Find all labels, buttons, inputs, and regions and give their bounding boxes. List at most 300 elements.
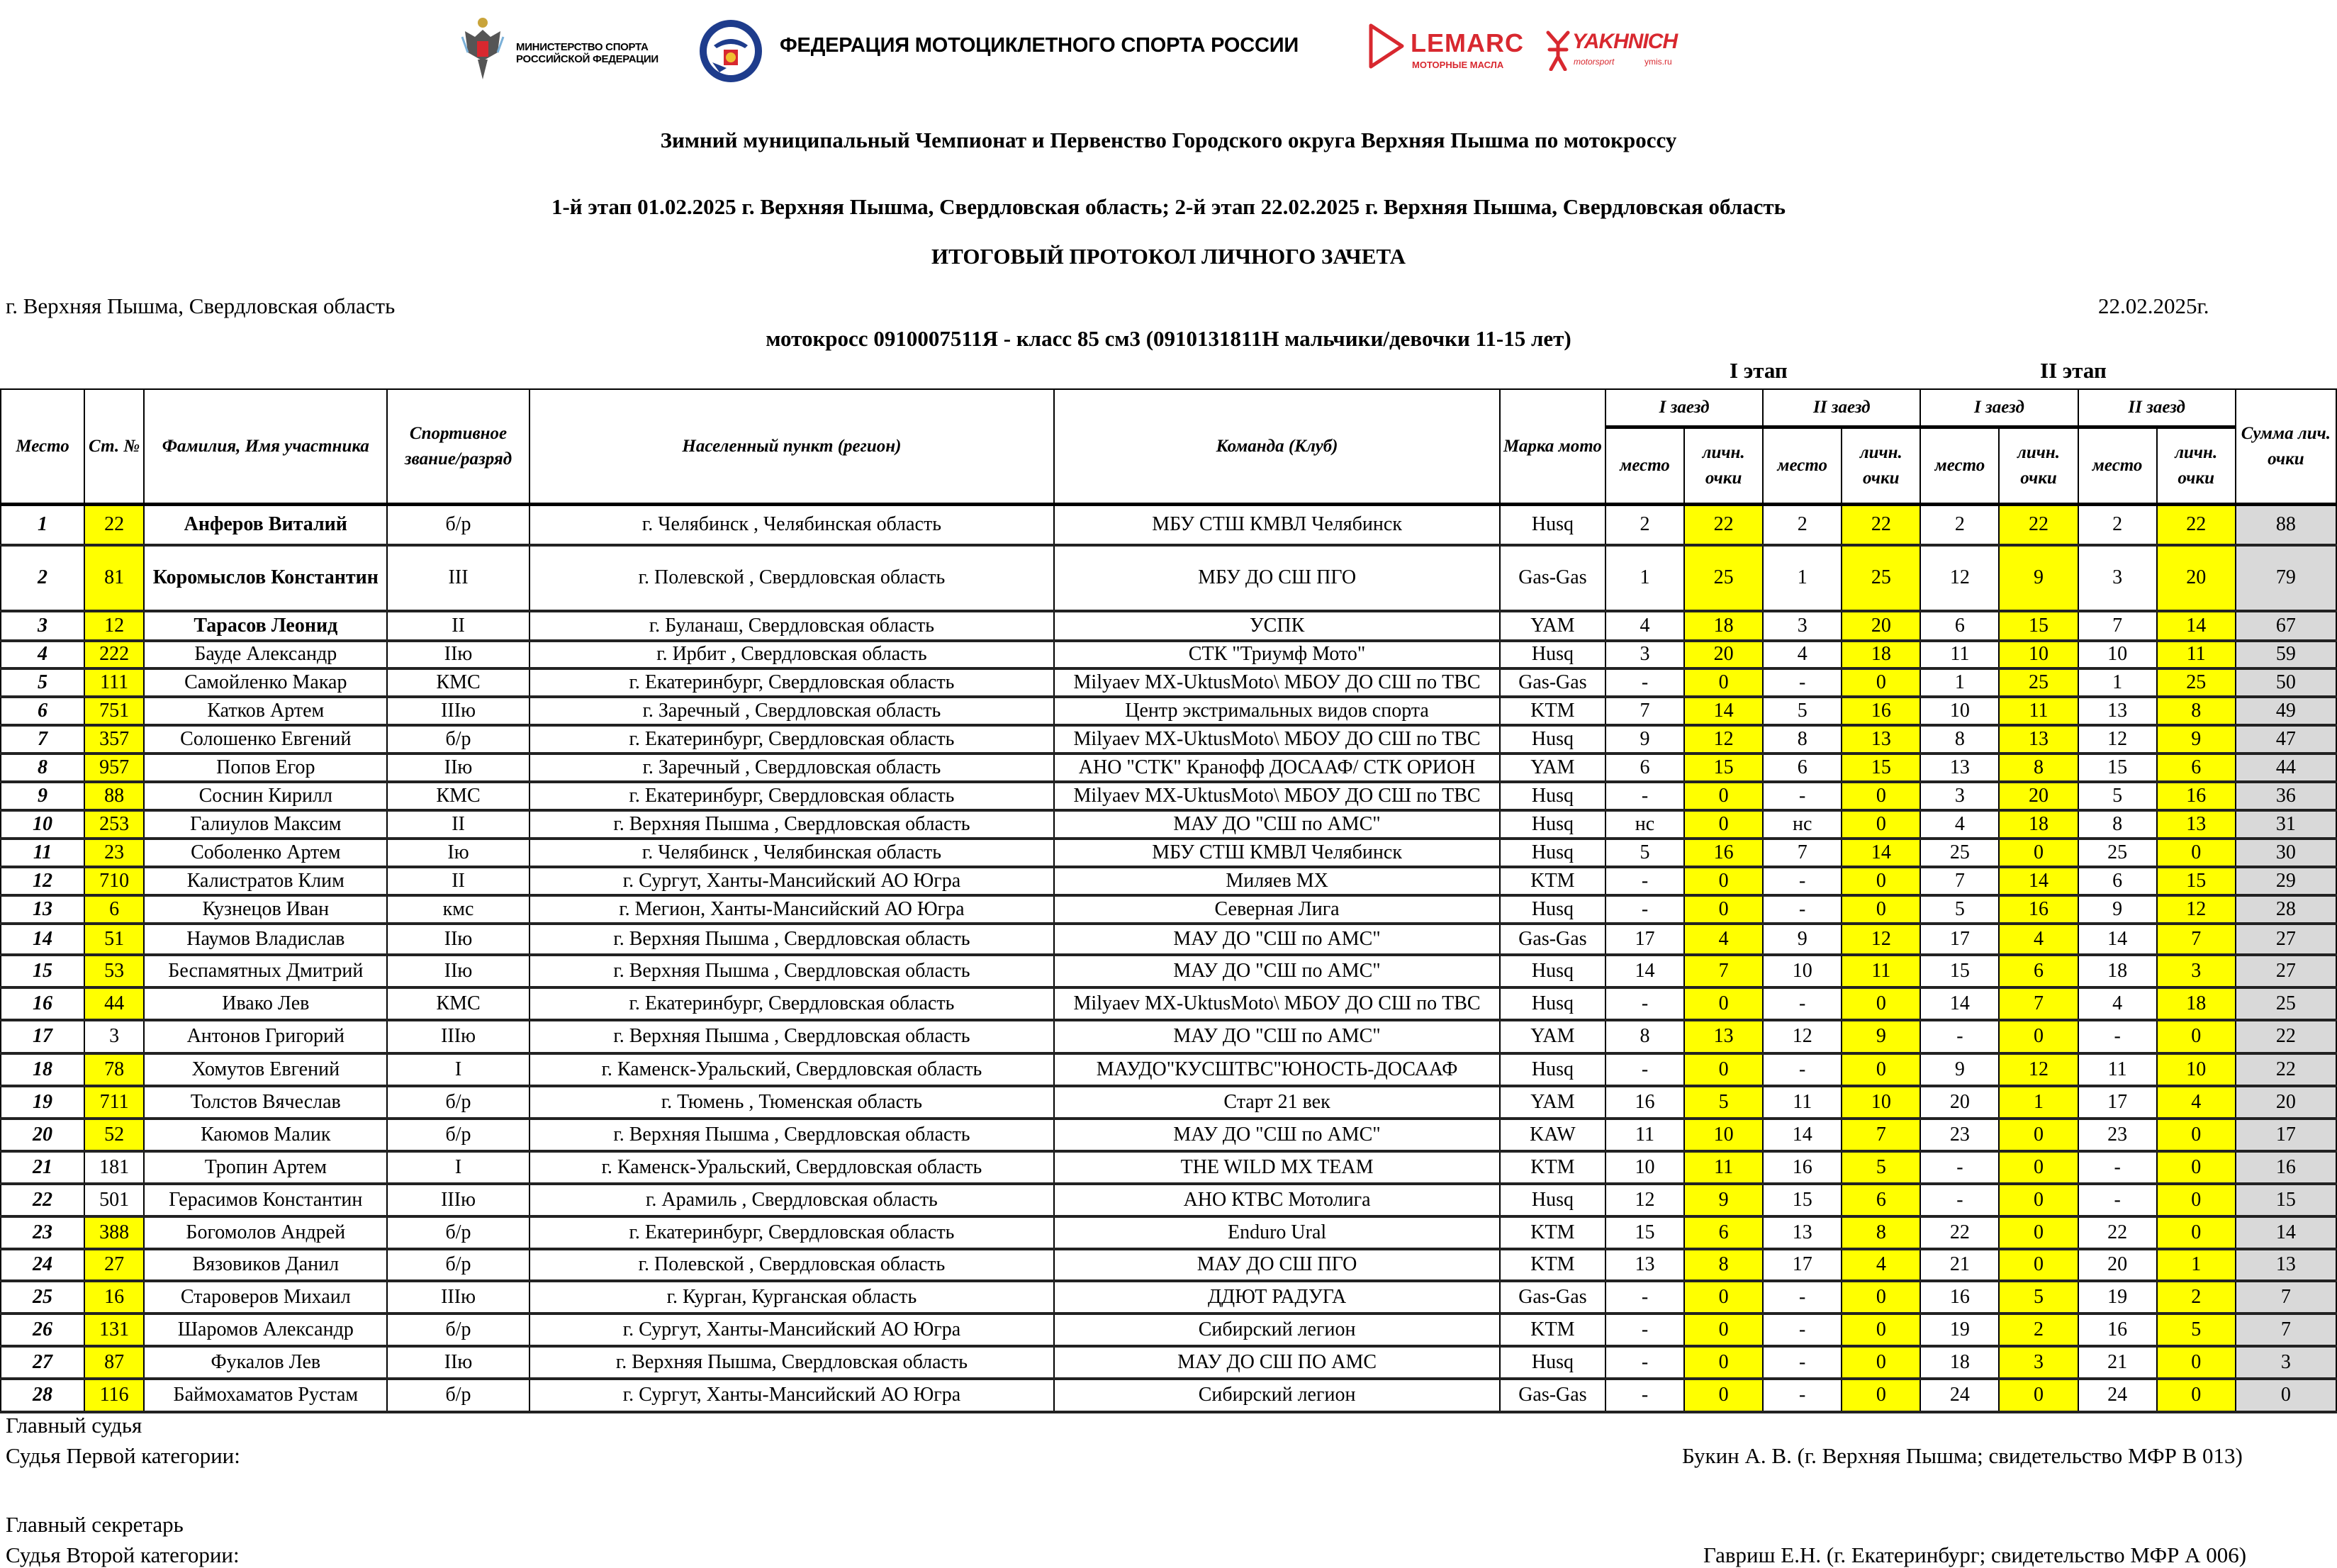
table-row (1, 924, 2336, 955)
cell-city: г. Челябинск , Челябинская область (529, 839, 1055, 867)
cell-start-number: 22 (84, 505, 144, 545)
sponsor-logos (461, 13, 1708, 84)
cell-stage2-race1-points: 4 (1999, 924, 2078, 955)
cell-place: 21 (1, 1151, 84, 1184)
cell-start-number: 181 (84, 1151, 144, 1184)
cell-stage1-race2-place: 2 (1763, 505, 1842, 545)
cell-name: Наумов Владислав (144, 924, 387, 955)
cell-stage2-race1-points: 11 (1999, 697, 2078, 725)
lemarc-logo (1368, 23, 1524, 79)
cell-name: Анферов Виталий (144, 505, 387, 545)
cell-stage2-race1-points: 3 (1999, 1346, 2078, 1379)
yakhnich-subtitle: motorsport (1574, 57, 1615, 67)
cell-team: ДДЮТ РАДУГА (1054, 1281, 1500, 1314)
cell-city: г. Екатеринбург, Свердловская область (529, 782, 1055, 810)
cell-place: 8 (1, 754, 84, 782)
cell-team: СТК "Триумф Мото" (1054, 641, 1500, 668)
cell-stage1-race1-place: - (1605, 668, 1684, 697)
cell-stage2-race1-points: 0 (1999, 1184, 2078, 1216)
cell-stage1-race2-place: 5 (1763, 697, 1842, 725)
yakhnich-logo (1545, 28, 1687, 78)
cell-stage2-race2-points: 18 (2157, 987, 2236, 1020)
cell-stage2-race1-place: 13 (1920, 754, 1999, 782)
table-row (1, 697, 2336, 725)
cell-stage2-race1-points: 0 (1999, 1151, 2078, 1184)
cell-stage2-race1-points: 22 (1999, 505, 2078, 545)
cell-place: 12 (1, 867, 84, 895)
cell-rank: I (387, 1053, 529, 1086)
cell-moto: Gas-Gas (1500, 668, 1605, 697)
cell-total-points: 47 (2236, 725, 2336, 754)
cell-rank: IIIю (387, 1020, 529, 1053)
cell-rank: б/р (387, 505, 529, 545)
cell-stage2-race1-points: 18 (1999, 810, 2078, 839)
cell-stage2-race2-points: 22 (2157, 505, 2236, 545)
cell-stage1-race1-place: 11 (1605, 1119, 1684, 1151)
cell-stage1-race1-place: 1 (1605, 545, 1684, 611)
cell-stage2-race2-points: 1 (2157, 1249, 2236, 1281)
cell-name: Каюмов Малик (144, 1119, 387, 1151)
cell-stage2-race1-place: 1 (1920, 668, 1999, 697)
cell-city: г. Верхняя Пышма , Свердловская область (529, 1119, 1055, 1151)
cell-rank: б/р (387, 1119, 529, 1151)
cell-stage1-race2-place: 15 (1763, 1184, 1842, 1216)
cell-total-points: 79 (2236, 545, 2336, 611)
cell-team: МБУ СТШ КМВЛ Челябинск (1054, 505, 1500, 545)
cell-stage1-race1-points: 0 (1684, 782, 1763, 810)
cell-stage1-race1-points: 7 (1684, 955, 1763, 987)
cell-stage2-race1-points: 0 (1999, 1020, 2078, 1053)
cell-stage1-race1-points: 9 (1684, 1184, 1763, 1216)
cell-stage1-race1-points: 18 (1684, 611, 1763, 641)
cell-stage1-race2-points: 16 (1842, 697, 1920, 725)
cell-rank: II (387, 611, 529, 641)
cell-moto: Husq (1500, 810, 1605, 839)
cell-total-points: 13 (2236, 1249, 2336, 1281)
cell-stage2-race1-place: 21 (1920, 1249, 1999, 1281)
cell-total-points: 3 (2236, 1346, 2336, 1379)
table-row (1, 1281, 2336, 1314)
cell-stage2-race2-place: 7 (2078, 611, 2157, 641)
cell-city: г. Полевской , Свердловская область (529, 545, 1055, 611)
cell-total-points: 25 (2236, 987, 2336, 1020)
cell-start-number: 27 (84, 1249, 144, 1281)
cell-stage1-race2-points: 0 (1842, 810, 1920, 839)
cell-stage2-race2-place: 14 (2078, 924, 2157, 955)
cell-stage2-race1-place: 3 (1920, 782, 1999, 810)
cell-team: Миляев МХ (1054, 867, 1500, 895)
col-header-race-points: личн. очки (1842, 427, 1920, 505)
table-row (1, 1151, 2336, 1184)
cell-moto: KTM (1500, 1249, 1605, 1281)
cell-stage1-race2-place: 12 (1763, 1020, 1842, 1053)
cell-stage1-race1-place: 4 (1605, 611, 1684, 641)
chief-judge-name: Букин А. В. (г. Верхняя Пышма; свидетельство МФР В 013) (1682, 1443, 2243, 1468)
cell-stage2-race2-place: 12 (2078, 725, 2157, 754)
cell-place: 10 (1, 810, 84, 839)
cell-stage2-race1-place: - (1920, 1184, 1999, 1216)
col-header-race-points: личн. очки (1999, 427, 2078, 505)
cell-total-points: 20 (2236, 1086, 2336, 1119)
cell-total-points: 49 (2236, 697, 2336, 725)
cell-name: Герасимов Константин (144, 1184, 387, 1216)
cell-stage1-race1-place: 13 (1605, 1249, 1684, 1281)
cell-city: г. Арамиль , Свердловская область (529, 1184, 1055, 1216)
cell-place: 7 (1, 725, 84, 754)
cell-stage2-race2-place: 8 (2078, 810, 2157, 839)
cell-stage1-race2-place: - (1763, 782, 1842, 810)
cell-stage1-race2-points: 0 (1842, 782, 1920, 810)
cell-stage1-race1-place: - (1605, 1314, 1684, 1346)
cell-rank: I (387, 1151, 529, 1184)
cell-start-number: 52 (84, 1119, 144, 1151)
cell-start-number: 87 (84, 1346, 144, 1379)
cell-moto: KTM (1500, 867, 1605, 895)
cell-stage1-race2-place: 14 (1763, 1119, 1842, 1151)
cell-place: 11 (1, 839, 84, 867)
cell-stage1-race2-points: 0 (1842, 1281, 1920, 1314)
chief-judge-category: Судья Первой категории: (6, 1443, 240, 1468)
cell-start-number: 222 (84, 641, 144, 668)
col-header-race-points: личн. очки (2157, 427, 2236, 505)
cell-place: 5 (1, 668, 84, 697)
cell-stage1-race1-points: 5 (1684, 1086, 1763, 1119)
col-header-stage2-race1: I заезд (1920, 389, 2078, 427)
cell-stage1-race2-place: 8 (1763, 725, 1842, 754)
cell-place: 3 (1, 611, 84, 641)
cell-stage1-race1-points: 12 (1684, 725, 1763, 754)
col-header-city: Населенный пункт (регион) (529, 389, 1055, 505)
cell-stage1-race1-place: 17 (1605, 924, 1684, 955)
cell-stage1-race1-points: 8 (1684, 1249, 1763, 1281)
cell-rank: II (387, 810, 529, 839)
col-header-rank: Спортивное звание/разряд (387, 389, 529, 505)
cell-stage2-race1-points: 1 (1999, 1086, 2078, 1119)
cell-total-points: 31 (2236, 810, 2336, 839)
cell-rank: б/р (387, 1379, 529, 1412)
col-header-stage2-race2: II заезд (2078, 389, 2236, 427)
cell-start-number: 357 (84, 725, 144, 754)
cell-team: МАУ ДО "СШ по АМС" (1054, 1020, 1500, 1053)
cell-stage2-race2-points: 0 (2157, 839, 2236, 867)
col-header-moto: Марка мото (1500, 389, 1605, 505)
table-row (1, 725, 2336, 754)
cell-stage2-race2-place: 13 (2078, 697, 2157, 725)
cell-name: Самойленко Макар (144, 668, 387, 697)
cell-stage1-race1-place: 9 (1605, 725, 1684, 754)
cell-stage2-race1-points: 9 (1999, 545, 2078, 611)
cell-stage1-race2-points: 14 (1842, 839, 1920, 867)
cell-total-points: 17 (2236, 1119, 2336, 1151)
cell-rank: кмс (387, 895, 529, 924)
cell-place: 1 (1, 505, 84, 545)
cell-stage1-race2-points: 4 (1842, 1249, 1920, 1281)
col-header-stage1-race1: I заезд (1605, 389, 1763, 427)
cell-stage1-race1-place: 7 (1605, 697, 1684, 725)
table-row (1, 1249, 2336, 1281)
cell-stage1-race2-place: 6 (1763, 754, 1842, 782)
cell-moto: KAW (1500, 1119, 1605, 1151)
cell-stage2-race2-points: 0 (2157, 1151, 2236, 1184)
cell-stage2-race2-points: 0 (2157, 1346, 2236, 1379)
cell-stage1-race1-points: 0 (1684, 810, 1763, 839)
col-header-start-number: Ст. № (84, 389, 144, 505)
cell-stage1-race1-place: 6 (1605, 754, 1684, 782)
table-row (1, 1216, 2336, 1249)
cell-stage1-race1-place: - (1605, 987, 1684, 1020)
table-row (1, 867, 2336, 895)
cell-stage2-race2-points: 11 (2157, 641, 2236, 668)
cell-city: г. Заречный , Свердловская область (529, 697, 1055, 725)
cell-stage1-race2-points: 11 (1842, 955, 1920, 987)
cell-stage1-race1-points: 14 (1684, 697, 1763, 725)
cell-start-number: 111 (84, 668, 144, 697)
cell-start-number: 53 (84, 955, 144, 987)
cell-moto: Husq (1500, 1053, 1605, 1086)
cell-stage1-race2-points: 6 (1842, 1184, 1920, 1216)
cell-total-points: 7 (2236, 1314, 2336, 1346)
cell-stage1-race1-points: 22 (1684, 505, 1763, 545)
cell-moto: Husq (1500, 955, 1605, 987)
cell-place: 25 (1, 1281, 84, 1314)
stages-line: 1-й этап 01.02.2025 г. Верхняя Пышма, Свердловская область; 2-й этап 22.02.2025 г. Верхняя Пышма, Свердловская область (551, 194, 1786, 219)
col-header-place: Место (1, 389, 84, 505)
cell-stage2-race2-place: 22 (2078, 1216, 2157, 1249)
cell-name: Галиулов Максим (144, 810, 387, 839)
cell-stage1-race1-place: 15 (1605, 1216, 1684, 1249)
cell-total-points: 36 (2236, 782, 2336, 810)
date-text: 22.02.2025г. (2098, 293, 2209, 318)
cell-stage1-race2-place: 13 (1763, 1216, 1842, 1249)
cell-place: 16 (1, 987, 84, 1020)
cell-stage2-race1-points: 0 (1999, 1119, 2078, 1151)
cell-place: 13 (1, 895, 84, 924)
cell-stage1-race1-points: 25 (1684, 545, 1763, 611)
cell-city: г. Верхняя Пышма , Свердловская область (529, 955, 1055, 987)
cell-stage2-race2-place: 2 (2078, 505, 2157, 545)
cell-stage2-race2-place: 23 (2078, 1119, 2157, 1151)
stage-1-label: I этап (1730, 358, 1788, 383)
table-row (1, 1020, 2336, 1053)
cell-stage2-race1-points: 8 (1999, 754, 2078, 782)
cell-stage2-race2-points: 15 (2157, 867, 2236, 895)
cell-stage2-race2-place: - (2078, 1151, 2157, 1184)
cell-stage2-race2-points: 0 (2157, 1020, 2236, 1053)
cell-stage1-race1-place: 3 (1605, 641, 1684, 668)
cell-moto: YAM (1500, 611, 1605, 641)
cell-stage1-race1-place: - (1605, 867, 1684, 895)
cell-stage2-race2-points: 0 (2157, 1216, 2236, 1249)
cell-city: г. Каменск-Уральский, Свердловская область (529, 1151, 1055, 1184)
cell-team: Milyaev MX-UktusMoto\ МБОУ ДО СШ по ТВС (1054, 987, 1500, 1020)
cell-stage2-race1-place: 23 (1920, 1119, 1999, 1151)
cell-place: 19 (1, 1086, 84, 1119)
cell-city: г. Тюмень , Тюменская область (529, 1086, 1055, 1119)
cell-moto: Gas-Gas (1500, 1379, 1605, 1412)
table-row (1, 782, 2336, 810)
cell-rank: б/р (387, 1216, 529, 1249)
cell-stage1-race2-place: - (1763, 668, 1842, 697)
cell-rank: б/р (387, 725, 529, 754)
cell-stage2-race2-points: 8 (2157, 697, 2236, 725)
cell-place: 28 (1, 1379, 84, 1412)
table-row (1, 1184, 2336, 1216)
cell-city: г. Челябинск , Челябинская область (529, 505, 1055, 545)
cell-stage2-race1-points: 20 (1999, 782, 2078, 810)
cell-team: УСПК (1054, 611, 1500, 641)
mfr-emblem-icon (698, 18, 763, 84)
cell-team: МАУ ДО "СШ по АМС" (1054, 924, 1500, 955)
chief-secretary-name: Гавриш Е.Н. (г. Екатеринбург; свидетельство МФР А 006) (1703, 1542, 2247, 1567)
cell-stage1-race2-place: 10 (1763, 955, 1842, 987)
cell-city: г. Сургут, Ханты-Мансийский АО Югра (529, 1314, 1055, 1346)
cell-city: г. Верхняя Пышма , Свердловская область (529, 810, 1055, 839)
cell-moto: YAM (1500, 1086, 1605, 1119)
col-header-name: Фамилия, Имя участника (144, 389, 387, 505)
cell-total-points: 30 (2236, 839, 2336, 867)
chief-secretary-category: Судья Второй категории: (6, 1542, 240, 1567)
cell-stage2-race2-points: 20 (2157, 545, 2236, 611)
cell-name: Соболенко Артем (144, 839, 387, 867)
cell-city: г. Каменск-Уральский, Свердловская область (529, 1053, 1055, 1086)
cell-start-number: 501 (84, 1184, 144, 1216)
cell-moto: YAM (1500, 1020, 1605, 1053)
cell-stage1-race1-place: 5 (1605, 839, 1684, 867)
cell-stage1-race1-place: - (1605, 782, 1684, 810)
results-table (0, 388, 2337, 1413)
cell-total-points: 50 (2236, 668, 2336, 697)
cell-total-points: 67 (2236, 611, 2336, 641)
cell-total-points: 28 (2236, 895, 2336, 924)
cell-rank: КМС (387, 782, 529, 810)
cell-start-number: 81 (84, 545, 144, 611)
cell-rank: Iю (387, 839, 529, 867)
cell-stage1-race2-place: 7 (1763, 839, 1842, 867)
cell-city: г. Полевской , Свердловская область (529, 1249, 1055, 1281)
cell-moto: Husq (1500, 641, 1605, 668)
cell-stage1-race2-place: 11 (1763, 1086, 1842, 1119)
cell-rank: III (387, 545, 529, 611)
cell-rank: IIю (387, 754, 529, 782)
cell-place: 15 (1, 955, 84, 987)
cell-stage2-race1-place: 16 (1920, 1281, 1999, 1314)
cell-stage2-race2-place: 9 (2078, 895, 2157, 924)
cell-stage1-race2-place: - (1763, 1053, 1842, 1086)
stage-2-label: II этап (2040, 358, 2107, 383)
cell-stage2-race1-points: 5 (1999, 1281, 2078, 1314)
cell-stage2-race2-points: 6 (2157, 754, 2236, 782)
cell-stage1-race2-place: - (1763, 1281, 1842, 1314)
cell-place: 24 (1, 1249, 84, 1281)
cell-team: Milyaev MX-UktusMoto\ МБОУ ДО СШ по ТВС (1054, 782, 1500, 810)
cell-moto: KTM (1500, 1151, 1605, 1184)
cell-team: Enduro Ural (1054, 1216, 1500, 1249)
cell-stage1-race1-points: 0 (1684, 895, 1763, 924)
table-row (1, 839, 2336, 867)
cell-stage1-race2-points: 20 (1842, 611, 1920, 641)
cell-start-number: 78 (84, 1053, 144, 1086)
cell-moto: KTM (1500, 1216, 1605, 1249)
cell-moto: Husq (1500, 1184, 1605, 1216)
cell-total-points: 27 (2236, 924, 2336, 955)
cell-total-points: 59 (2236, 641, 2336, 668)
cell-start-number: 88 (84, 782, 144, 810)
cell-start-number: 710 (84, 867, 144, 895)
cell-place: 6 (1, 697, 84, 725)
cell-stage2-race1-place: 11 (1920, 641, 1999, 668)
cell-stage1-race2-points: 0 (1842, 867, 1920, 895)
cell-team: Milyaev MX-UktusMoto\ МБОУ ДО СШ по ТВС (1054, 668, 1500, 697)
cell-stage2-race2-points: 0 (2157, 1379, 2236, 1412)
cell-stage1-race2-points: 9 (1842, 1020, 1920, 1053)
competition-title: Зимний муниципальный Чемпионат и Первенство Городского округа Верхняя Пышма по мотокроссу (660, 128, 1677, 152)
cell-total-points: 14 (2236, 1216, 2336, 1249)
cell-stage1-race1-place: - (1605, 1281, 1684, 1314)
cell-stage2-race2-place: 24 (2078, 1379, 2157, 1412)
cell-stage2-race2-place: 25 (2078, 839, 2157, 867)
cell-team: Milyaev MX-UktusMoto\ МБОУ ДО СШ по ТВС (1054, 725, 1500, 754)
cell-city: г. Верхняя Пышма , Свердловская область (529, 924, 1055, 955)
table-row (1, 895, 2336, 924)
cell-name: Антонов Григорий (144, 1020, 387, 1053)
cell-stage1-race1-points: 13 (1684, 1020, 1763, 1053)
cell-stage2-race2-place: 17 (2078, 1086, 2157, 1119)
cell-stage2-race1-points: 10 (1999, 641, 2078, 668)
cell-stage1-race2-points: 0 (1842, 1379, 1920, 1412)
table-row (1, 1346, 2336, 1379)
cell-stage1-race2-place: 17 (1763, 1249, 1842, 1281)
cell-stage2-race1-points: 13 (1999, 725, 2078, 754)
cell-stage2-race2-place: 21 (2078, 1346, 2157, 1379)
cell-stage1-race1-place: 8 (1605, 1020, 1684, 1053)
col-header-team: Команда (Клуб) (1054, 389, 1500, 505)
cell-total-points: 16 (2236, 1151, 2336, 1184)
cell-stage2-race1-place: 20 (1920, 1086, 1999, 1119)
cell-team: МАУ ДО "СШ по АМС" (1054, 810, 1500, 839)
cell-stage1-race1-points: 0 (1684, 987, 1763, 1020)
cell-stage1-race2-place: 4 (1763, 641, 1842, 668)
cell-place: 17 (1, 1020, 84, 1053)
cell-stage2-race1-points: 12 (1999, 1053, 2078, 1086)
cell-total-points: 0 (2236, 1379, 2336, 1412)
cell-stage2-race1-place: - (1920, 1151, 1999, 1184)
cell-stage2-race1-place: 5 (1920, 895, 1999, 924)
cell-start-number: 116 (84, 1379, 144, 1412)
cell-team: АНО КТВС Мотолига (1054, 1184, 1500, 1216)
cell-city: г. Ирбит , Свердловская область (529, 641, 1055, 668)
cell-stage2-race2-points: 13 (2157, 810, 2236, 839)
cell-stage2-race2-place: 18 (2078, 955, 2157, 987)
cell-stage1-race2-place: нс (1763, 810, 1842, 839)
cell-city: г. Екатеринбург, Свердловская область (529, 1216, 1055, 1249)
cell-stage2-race2-place: - (2078, 1184, 2157, 1216)
cell-stage1-race1-place: 14 (1605, 955, 1684, 987)
cell-stage1-race1-place: - (1605, 1053, 1684, 1086)
cell-stage1-race1-place: 10 (1605, 1151, 1684, 1184)
cell-team: МАУ ДО СШ ПО АМС (1054, 1346, 1500, 1379)
cell-stage2-race1-place: 18 (1920, 1346, 1999, 1379)
cell-place: 26 (1, 1314, 84, 1346)
cell-team: МБУ ДО СШ ПГО (1054, 545, 1500, 611)
table-row (1, 1379, 2336, 1412)
cell-stage2-race1-points: 0 (1999, 839, 2078, 867)
cell-place: 23 (1, 1216, 84, 1249)
cell-name: Соснин Кирилл (144, 782, 387, 810)
cell-stage1-race2-points: 7 (1842, 1119, 1920, 1151)
cell-name: Катков Артем (144, 697, 387, 725)
cell-place: 9 (1, 782, 84, 810)
cell-stage2-race1-points: 15 (1999, 611, 2078, 641)
